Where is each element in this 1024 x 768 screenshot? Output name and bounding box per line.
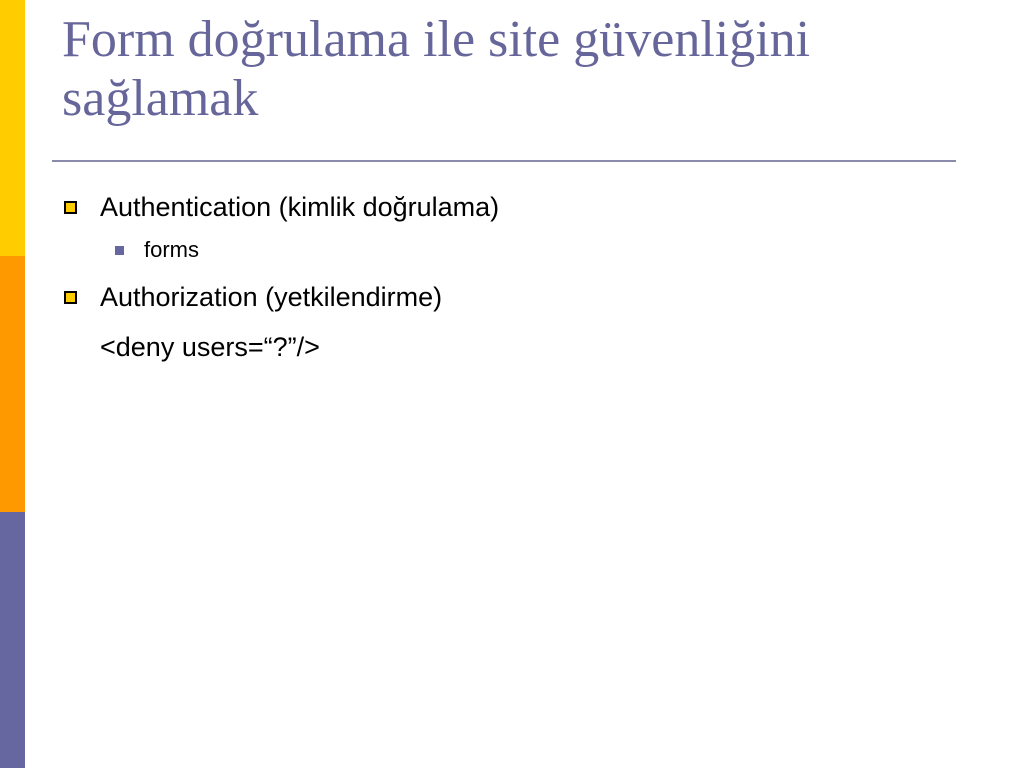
sub-bullet-forms: forms [144, 237, 199, 262]
code-deny-users: <deny users=“?”/> [100, 332, 320, 362]
hollow-square-bullet-icon [64, 291, 77, 304]
solid-square-bullet-icon [115, 246, 124, 255]
slide-title-line-1: Form doğrulama ile site güvenliğini [62, 11, 811, 68]
slide-title-line-2: sağlamak [62, 70, 259, 127]
bullet-authentication: Authentication (kimlik doğrulama) [100, 192, 500, 222]
bullet-authorization: Authorization (yetkilendirme) [100, 282, 443, 312]
hollow-square-bullet-icon [64, 201, 77, 214]
